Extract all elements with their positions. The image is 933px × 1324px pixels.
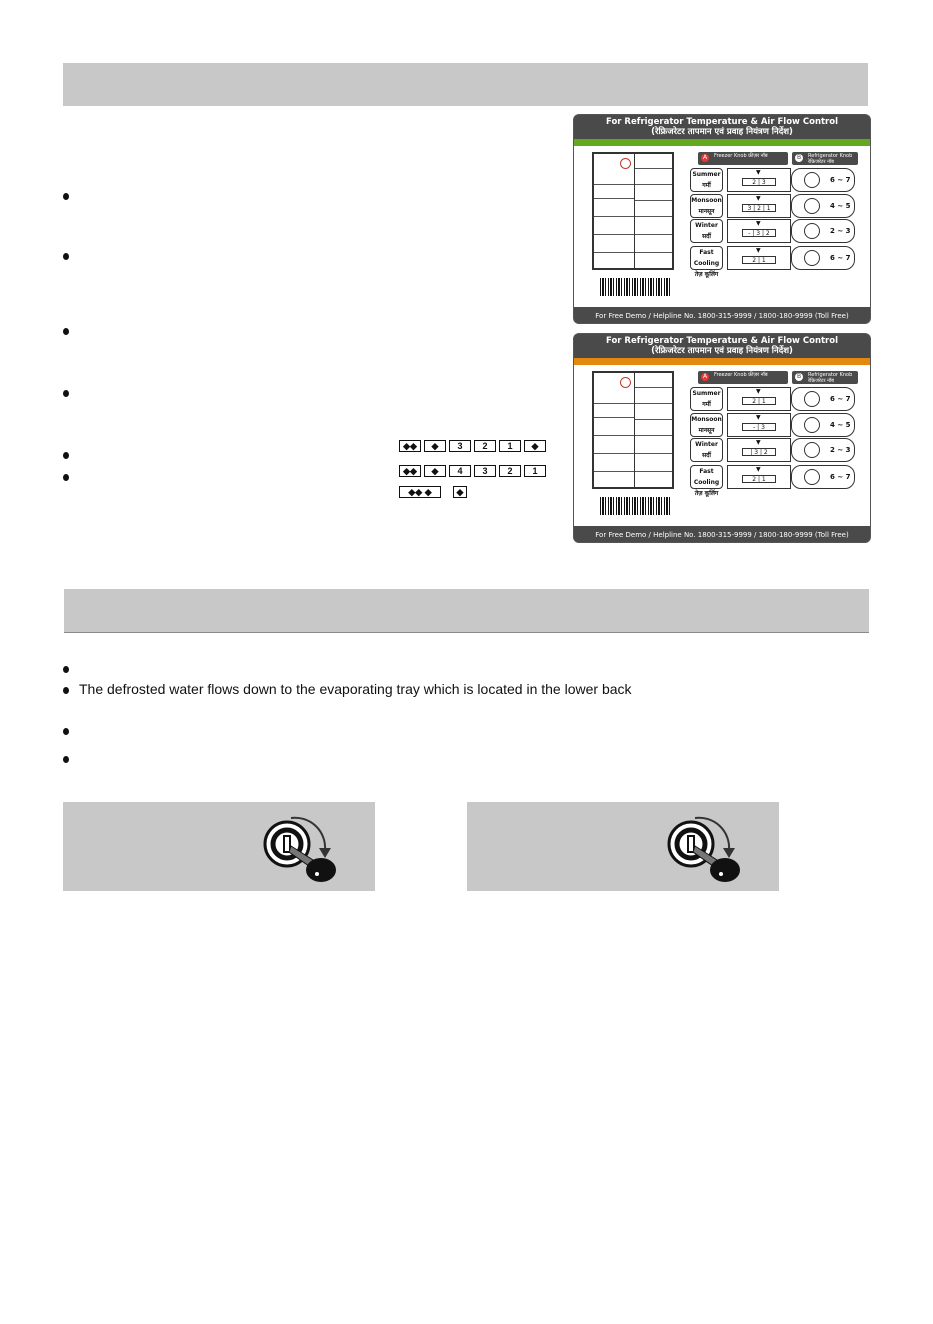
refrigerator-setting: 2 ~ 3 xyxy=(791,219,855,243)
season-label: Fast Cooling तेज़ कूलिंग xyxy=(690,246,723,270)
season-label: Summer गर्मी xyxy=(690,168,723,192)
card-title xyxy=(574,117,870,137)
bullet-dot xyxy=(63,452,69,459)
refrigerator-knob-label: Refrigerator Knob रेफ्रिजरेटर नॉब xyxy=(808,372,853,384)
temperature-label-card xyxy=(573,114,871,324)
sequence-cell: 1 xyxy=(524,465,546,477)
season-label: Winter सर्दी xyxy=(690,438,723,462)
sequence-cell: ◆ xyxy=(424,440,446,452)
sequence-cell: ◆◆ xyxy=(399,465,421,477)
refrigerator-setting: 6 ~ 7 xyxy=(791,168,855,192)
card-title-hi: (रेफ्रिजरेटर तापमान एवं प्रवाह नियंत्रण निर्देश) xyxy=(651,346,793,356)
refrigerator-setting: 6 ~ 7 xyxy=(791,387,855,411)
freezer-setting: ▼ 2 | 1 xyxy=(727,465,791,489)
freezer-knob-header: A Freezer Knob फ्रीज़र नॉब xyxy=(698,152,788,165)
barcode xyxy=(600,278,670,296)
card-accent-stripe xyxy=(574,358,870,365)
dial-icon xyxy=(804,442,820,458)
sequence-cell: ◆ xyxy=(453,486,467,498)
refrigerator-knob-label: Refrigerator Knob रेफ्रिजरेटर नॉब xyxy=(808,153,853,165)
season-label: Fast Cooling तेज़ कूलिंग xyxy=(690,465,723,489)
dial-icon xyxy=(804,391,820,407)
season-label: Summer गर्मी xyxy=(690,387,723,411)
sequence-cell: 2 xyxy=(474,440,496,452)
section-header-defrost xyxy=(64,589,869,633)
refrigerator-setting: 6 ~ 7 xyxy=(791,465,855,489)
card-footer: For Free Demo / Helpline No. 1800-315-9999 / 1800-180-9999 (Toll Free) xyxy=(595,531,849,539)
sequence-cell: ◆ xyxy=(424,465,446,477)
freezer-knob-header: A Freezer Knob फ्रीज़र नॉब xyxy=(698,371,788,384)
knob-instruction-box xyxy=(63,802,375,891)
freezer-knob-label: Freezer Knob फ्रीज़र नॉब xyxy=(714,153,768,159)
card-title-hi: (रेफ्रिजरेटर तापमान एवं प्रवाह नियंत्रण निर्देश) xyxy=(651,127,793,137)
bullet-dot xyxy=(63,253,69,260)
freezer-setting: ▼ 2 | 3 xyxy=(727,168,791,192)
knob-sequence-1 xyxy=(399,440,546,452)
refrigerator-setting: 4 ~ 5 xyxy=(791,194,855,218)
bullet-dot xyxy=(63,193,69,200)
season-label: Monsoon मानसून xyxy=(690,194,723,218)
card-body xyxy=(574,146,870,307)
knob-sequence-3 xyxy=(399,486,467,498)
bullet-dot xyxy=(63,687,69,694)
knob-sequence-2 xyxy=(399,465,546,477)
refrigerator-setting: 2 ~ 3 xyxy=(791,438,855,462)
card-title xyxy=(574,336,870,356)
fridge-diagram xyxy=(592,152,674,270)
bullet-dot xyxy=(63,474,69,481)
defrost-water-note: The defrosted water flows down to the evaporating tray which is located in the lower back xyxy=(79,681,632,697)
knob-instruction-box xyxy=(467,802,779,891)
knob-location-marker xyxy=(620,158,631,169)
fridge-diagram xyxy=(592,371,674,489)
freezer-setting: ▼ | 3 | 2 xyxy=(727,438,791,462)
dial-icon xyxy=(804,417,820,433)
sequence-cell: ◆◆ ◆ xyxy=(399,486,441,498)
season-label: Monsoon मानसून xyxy=(690,413,723,437)
refrigerator-setting: 4 ~ 5 xyxy=(791,413,855,437)
card-accent-stripe xyxy=(574,139,870,146)
card-body xyxy=(574,365,870,526)
sequence-cell: ◆◆ xyxy=(399,440,421,452)
dial-icon xyxy=(804,172,820,188)
card-title-en: For Refrigerator Temperature & Air Flow Control xyxy=(605,117,839,127)
refrigerator-setting: 6 ~ 7 xyxy=(791,246,855,270)
dial-icon xyxy=(804,250,820,266)
sequence-cell: 2 xyxy=(499,465,521,477)
sequence-cell: 3 xyxy=(449,440,471,452)
knob-turn-icon xyxy=(665,810,749,888)
dial-icon xyxy=(804,469,820,485)
bullet-dot xyxy=(63,328,69,335)
temperature-label-card xyxy=(573,333,871,543)
freezer-setting: ▼ 3 | 2 | 1 xyxy=(727,194,791,218)
freezer-setting: ▼ 2 | 1 xyxy=(727,387,791,411)
bullet-dot xyxy=(63,666,69,673)
bullet-dot xyxy=(63,728,69,735)
season-label: Winter सर्दी xyxy=(690,219,723,243)
freezer-setting: ▼ - | 3 xyxy=(727,413,791,437)
knob-location-marker xyxy=(620,377,631,388)
sequence-cell: ◆ xyxy=(524,440,546,452)
knob-turn-icon xyxy=(261,810,345,888)
barcode xyxy=(600,497,670,515)
bullet-dot xyxy=(63,756,69,763)
section-header-top xyxy=(63,63,868,106)
sequence-cell: 4 xyxy=(449,465,471,477)
freezer-setting: ▼ - | 3 | 2 xyxy=(727,219,791,243)
dial-icon xyxy=(804,223,820,239)
freezer-setting: ▼ 2 | 1 xyxy=(727,246,791,270)
sequence-cell: 3 xyxy=(474,465,496,477)
refrigerator-knob-header: B Refrigerator Knob रेफ्रिजरेटर नॉब xyxy=(792,152,858,165)
card-footer: For Free Demo / Helpline No. 1800-315-9999 / 1800-180-9999 (Toll Free) xyxy=(595,312,849,320)
bullet-dot xyxy=(63,390,69,397)
freezer-knob-label: Freezer Knob फ्रीज़र नॉब xyxy=(714,372,768,378)
sequence-cell: 1 xyxy=(499,440,521,452)
refrigerator-knob-header: B Refrigerator Knob रेफ्रिजरेटर नॉब xyxy=(792,371,858,384)
card-title-en: For Refrigerator Temperature & Air Flow Control xyxy=(605,336,839,346)
dial-icon xyxy=(804,198,820,214)
